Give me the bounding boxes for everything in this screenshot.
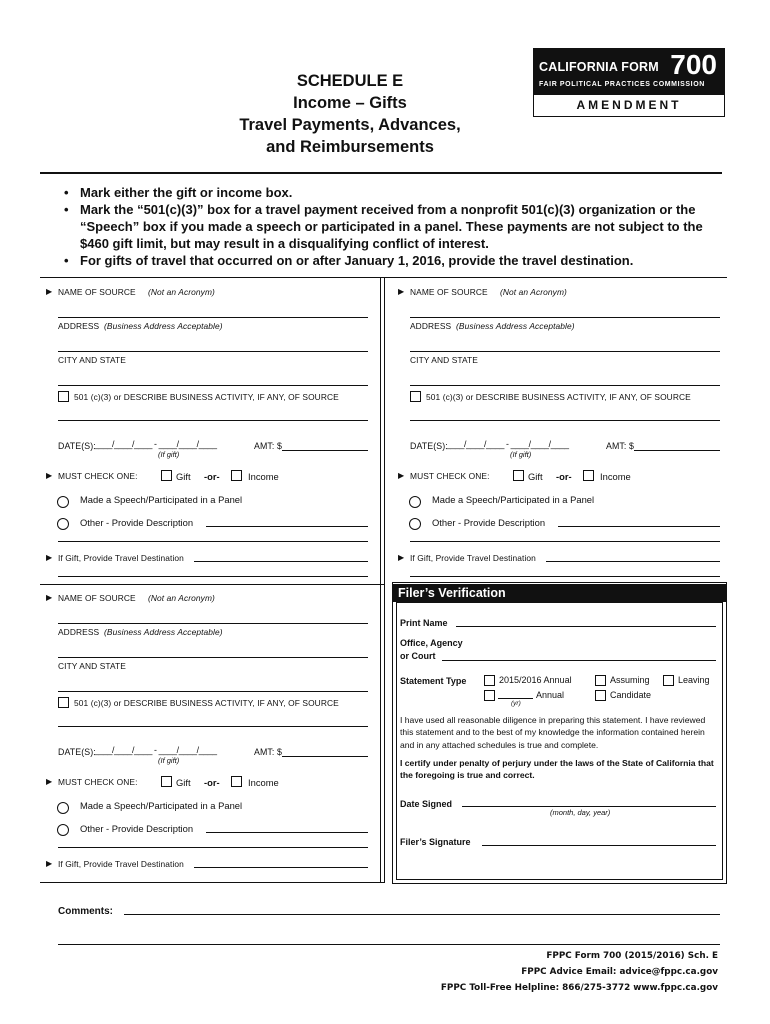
comments-label: Comments:: [58, 906, 114, 917]
travel-destination-field[interactable]: [194, 561, 368, 562]
instruction-item: • Mark either the gift or income box.: [58, 184, 718, 201]
other-description-field-2[interactable]: [410, 541, 720, 542]
signature-field[interactable]: [482, 845, 716, 846]
other-label: Other - Provide Description: [432, 517, 546, 528]
dates-label: DATE(S):: [58, 441, 96, 451]
amount-field[interactable]: [282, 450, 368, 451]
city-state-field[interactable]: [58, 385, 368, 386]
travel-destination-field[interactable]: [546, 561, 720, 562]
amt-label: AMT: $: [254, 747, 282, 757]
city-state-field[interactable]: [58, 691, 368, 692]
checkbox-icon[interactable]: [410, 391, 421, 402]
not-acronym-note: (Not an Acronym): [148, 593, 215, 603]
checkbox-icon[interactable]: [161, 776, 172, 787]
name-of-source-label: NAME OF SOURCE: [58, 287, 136, 297]
gift-label: Gift: [176, 777, 191, 788]
travel-destination-field-2[interactable]: [410, 576, 720, 577]
or-label: -or-: [556, 471, 572, 482]
checkbox-icon[interactable]: [58, 391, 69, 402]
name-of-source-label: NAME OF SOURCE: [58, 593, 136, 603]
travel-destination-label: If Gift, Provide Travel Destination: [410, 553, 536, 563]
other-description-field[interactable]: [206, 832, 368, 833]
name-of-source-field[interactable]: [58, 317, 368, 318]
speech-label: Made a Speech/Participated in a Panel: [432, 494, 595, 505]
form-number: 700: [670, 49, 717, 80]
arrow-right-icon: ▶: [46, 777, 53, 786]
checkbox-icon[interactable]: [595, 690, 606, 701]
office-agency-field[interactable]: [442, 660, 716, 661]
schedule-name: SCHEDULE E: [296, 72, 404, 90]
or-court-label: or Court: [400, 651, 436, 661]
checkbox-icon[interactable]: [231, 470, 242, 481]
must-check-label: MUST CHECK ONE:: [58, 777, 138, 787]
assuming-label: Assuming: [610, 675, 650, 685]
if-gift-note: (If gift): [158, 450, 180, 459]
income-label: Income: [248, 777, 279, 788]
address-field[interactable]: [58, 351, 368, 352]
city-state-label: CITY AND STATE: [58, 355, 126, 365]
travel-destination-label: If Gift, Provide Travel Destination: [58, 553, 184, 563]
business-activity-field[interactable]: [58, 726, 368, 727]
amt-label: AMT: $: [254, 441, 282, 451]
yr-hint: (yr): [511, 700, 521, 707]
annual-year-field[interactable]: [498, 698, 533, 699]
statement-type-label: Statement Type: [400, 676, 467, 686]
arrow-right-icon: ▶: [46, 553, 53, 562]
speech-label: Made a Speech/Participated in a Panel: [80, 800, 243, 811]
perjury-statement: I certify under penalty of perjury under the laws of the State of California that the foregoing is true and correct.: [400, 758, 714, 781]
header-divider: [40, 172, 722, 174]
must-check-label: MUST CHECK ONE:: [58, 471, 138, 481]
checkbox-icon[interactable]: [583, 470, 594, 481]
diligence-statement: I have used all reasonable diligence in preparing this statement. I have reviewed this statement and to the best of my knowledge the information contained herein and in any attached schedules is true and complete.: [400, 715, 706, 750]
radio-icon[interactable]: [57, 802, 69, 814]
arrow-right-icon: ▶: [46, 287, 53, 296]
instruction-item: • For gifts of travel that occurred on or after January 1, 2016, provide the travel destination.: [58, 252, 718, 269]
c3-business-label: 501 (c)(3) or DESCRIBE BUSINESS ACTIVITY, IF ANY, OF SOURCE: [74, 392, 339, 402]
schedule-title: [200, 70, 500, 158]
not-acronym-note: (Not an Acronym): [148, 287, 215, 297]
other-label: Other - Provide Description: [80, 823, 194, 834]
footer-advice-email: FPPC Advice Email: advice@fppc.ca.gov: [521, 967, 718, 977]
dates-label: DATE(S):: [58, 747, 96, 757]
address-note: (Business Address Acceptable): [104, 627, 223, 637]
arrow-right-icon: ▶: [46, 859, 53, 868]
instructions-list: [58, 184, 718, 269]
business-activity-field[interactable]: [58, 420, 368, 421]
address-label: ADDRESS: [410, 321, 452, 331]
annual-2015-label: 2015/2016 Annual: [499, 675, 572, 685]
city-state-label: CITY AND STATE: [58, 661, 126, 671]
radio-icon[interactable]: [57, 496, 69, 508]
signature-label: Filer’s Signature: [400, 837, 471, 847]
other-description-field[interactable]: [558, 526, 720, 527]
must-check-label: MUST CHECK ONE:: [410, 471, 490, 481]
city-state-field[interactable]: [410, 385, 720, 386]
if-gift-note: (If gift): [510, 450, 532, 459]
checkbox-icon[interactable]: [663, 675, 674, 686]
or-label: -or-: [204, 777, 220, 788]
arrow-right-icon: ▶: [398, 553, 405, 562]
name-of-source-label: NAME OF SOURCE: [410, 287, 488, 297]
arrow-right-icon: ▶: [398, 471, 405, 480]
form-number-box: [533, 48, 725, 117]
dates-label: DATE(S):: [410, 441, 448, 451]
travel-destination-field[interactable]: [194, 867, 368, 868]
footer-helpline: FPPC Toll-Free Helpline: 866/275-3772 www.fppc.ca.gov: [440, 983, 718, 993]
if-gift-note: (If gift): [158, 756, 180, 765]
gift-label: Gift: [176, 471, 191, 482]
footer-form-id: FPPC Form 700 (2015/2016) Sch. E: [546, 951, 718, 961]
other-description-field-2[interactable]: [58, 541, 368, 542]
arrow-right-icon: ▶: [46, 593, 53, 602]
comments-field[interactable]: [124, 914, 720, 915]
address-note: (Business Address Acceptable): [456, 321, 575, 331]
address-note: (Business Address Acceptable): [104, 321, 223, 331]
dates-field[interactable]: ____/____/____ - ____/____/____: [94, 745, 217, 755]
radio-icon[interactable]: [409, 496, 421, 508]
name-of-source-field[interactable]: [410, 317, 720, 318]
print-name-label: Print Name: [400, 618, 448, 628]
c3-business-label: 501 (c)(3) or DESCRIBE BUSINESS ACTIVITY, IF ANY, OF SOURCE: [426, 392, 691, 402]
checkbox-icon[interactable]: [58, 697, 69, 708]
amount-field[interactable]: [282, 756, 368, 757]
or-label: -or-: [204, 471, 220, 482]
radio-icon[interactable]: [409, 518, 421, 530]
checkbox-icon[interactable]: [484, 675, 495, 686]
amt-label: AMT: $: [606, 441, 634, 451]
city-state-label: CITY AND STATE: [410, 355, 478, 365]
schedule-subtitle-1: Income – Gifts: [293, 94, 407, 112]
footer-divider: [58, 944, 720, 945]
other-label: Other - Provide Description: [80, 517, 194, 528]
checkbox-icon[interactable]: [231, 776, 242, 787]
speech-label: Made a Speech/Participated in a Panel: [80, 494, 243, 505]
c3-business-label: 501 (c)(3) or DESCRIBE BUSINESS ACTIVITY, IF ANY, OF SOURCE: [74, 698, 339, 708]
amendment-label: AMENDMENT: [533, 95, 725, 117]
checkbox-icon[interactable]: [161, 470, 172, 481]
left-mid-line: [40, 584, 385, 585]
date-signed-label: Date Signed: [400, 799, 453, 809]
gift-label: Gift: [528, 471, 543, 482]
income-label: Income: [248, 471, 279, 482]
verification-header: Filer’s Verification: [392, 584, 727, 602]
date-signed-field[interactable]: [462, 806, 716, 807]
schedule-subtitle-2: Travel Payments, Advances,: [239, 116, 461, 134]
address-label: ADDRESS: [58, 627, 100, 637]
checkbox-icon[interactable]: [484, 690, 495, 701]
annual-label: Annual: [536, 690, 565, 700]
other-description-field-2[interactable]: [58, 847, 368, 848]
other-description-field[interactable]: [206, 526, 368, 527]
checkbox-icon[interactable]: [595, 675, 606, 686]
not-acronym-note: (Not an Acronym): [500, 287, 567, 297]
business-activity-field[interactable]: [410, 420, 720, 421]
name-of-source-field[interactable]: [58, 623, 368, 624]
address-label: ADDRESS: [58, 321, 100, 331]
print-name-field[interactable]: [456, 626, 716, 627]
candidate-label: Candidate: [610, 690, 652, 700]
travel-destination-field-2[interactable]: [58, 882, 368, 883]
address-field[interactable]: [58, 657, 368, 658]
radio-icon[interactable]: [57, 824, 69, 836]
dates-field[interactable]: ____/____/____ - ____/____/____: [446, 439, 569, 449]
arrow-right-icon: ▶: [46, 471, 53, 480]
leaving-label: Leaving: [678, 675, 710, 685]
date-format-hint: (month, day, year): [550, 808, 611, 817]
address-field[interactable]: [410, 351, 720, 352]
commission-label: FAIR POLITICAL PRACTICES COMMISSION: [539, 81, 705, 88]
travel-destination-field-2[interactable]: [58, 576, 368, 577]
amount-field[interactable]: [634, 450, 720, 451]
center-divider: [380, 277, 385, 882]
checkbox-icon[interactable]: [513, 470, 524, 481]
office-agency-label: Office, Agency: [400, 638, 463, 648]
instruction-item: • Mark the “501(c)(3)” box for a travel payment received from a nonprofit 501(c)(3) organization or the “Speech” box if you made a speech or participated in a panel. These payments are not subject to the $460 gift limit, but may result in a disqualifying conflict of interest.: [58, 201, 718, 252]
arrow-right-icon: ▶: [398, 287, 405, 296]
radio-icon[interactable]: [57, 518, 69, 530]
dates-field[interactable]: ____/____/____ - ____/____/____: [94, 439, 217, 449]
schedule-subtitle-3: and Reimbursements: [266, 138, 434, 156]
form-label: CALIFORNIA FORM: [539, 60, 659, 74]
travel-destination-label: If Gift, Provide Travel Destination: [58, 859, 184, 869]
income-label: Income: [600, 471, 631, 482]
